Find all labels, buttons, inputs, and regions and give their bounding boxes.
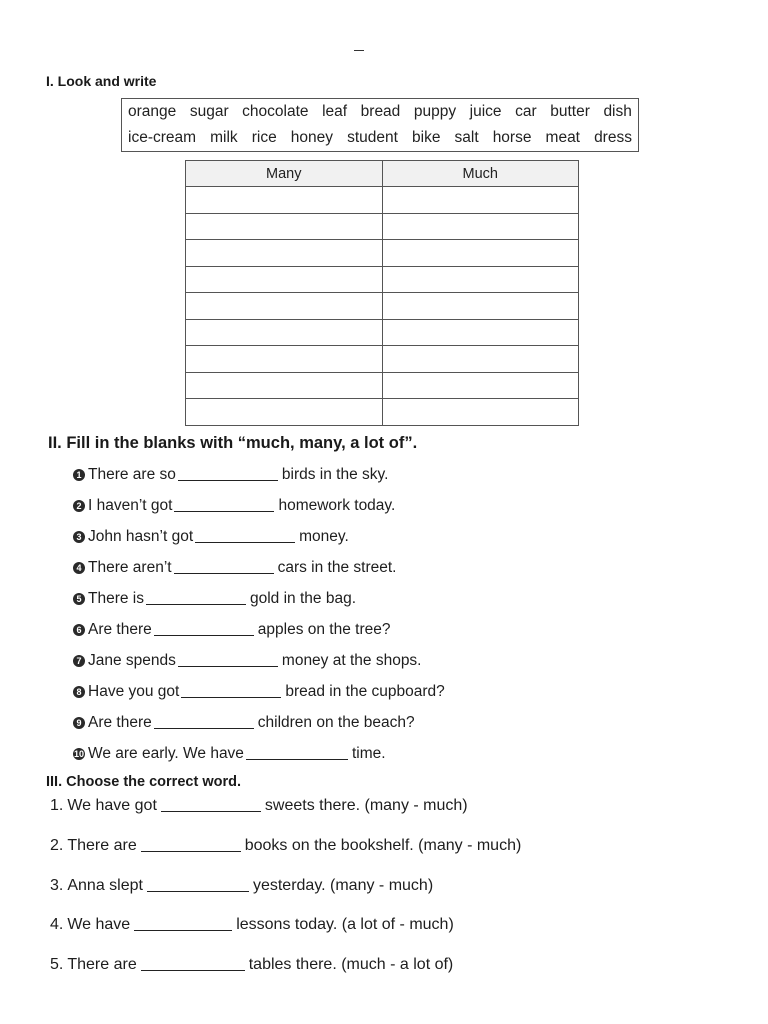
word: leaf: [322, 103, 348, 120]
item-number-badge: 1: [73, 469, 85, 481]
answer-blank[interactable]: [174, 497, 274, 512]
sentence-start: John hasn’t got: [88, 528, 194, 545]
item-number: 1.: [50, 797, 64, 814]
fill-blank-item: [73, 590, 356, 608]
sentence-end: children on the beach?: [257, 714, 415, 731]
fill-blank-item: [73, 528, 349, 546]
section1-title: I. Look and write: [46, 73, 157, 89]
word: chocolate: [242, 103, 309, 120]
many-cell[interactable]: [186, 213, 383, 240]
choose-word-item: [50, 797, 468, 815]
many-cell[interactable]: [186, 266, 383, 293]
word: meat: [545, 129, 580, 146]
many-cell[interactable]: [186, 346, 383, 373]
word: orange: [128, 103, 177, 120]
word: juice: [469, 103, 502, 120]
sentence-end: books on the bookshelf. (many - much): [244, 837, 522, 854]
sentence-start: We have got: [67, 797, 157, 814]
answer-blank[interactable]: [141, 956, 245, 971]
many-cell[interactable]: [186, 293, 383, 320]
fill-blank-item: [73, 652, 422, 670]
header-dash: [354, 50, 364, 51]
choose-word-item: [50, 956, 453, 974]
table-row: [186, 213, 579, 240]
many-cell[interactable]: [186, 240, 383, 267]
choose-word-item: [50, 916, 454, 934]
item-number-badge: 2: [73, 500, 85, 512]
section3-title: III. Choose the correct word.: [46, 774, 241, 790]
many-much-table: [185, 160, 579, 426]
item-number: 5.: [50, 956, 64, 973]
item-number-badge: 6: [73, 624, 85, 636]
many-cell[interactable]: [186, 319, 383, 346]
word: butter: [550, 103, 590, 120]
much-cell[interactable]: [382, 346, 579, 373]
table-row: [186, 240, 579, 267]
answer-blank[interactable]: [161, 797, 261, 812]
item-number-badge: 5: [73, 593, 85, 605]
sentence-start: There are: [67, 837, 137, 854]
many-cell[interactable]: [186, 399, 383, 426]
word: dish: [603, 103, 632, 120]
table-body: [186, 187, 579, 426]
much-cell[interactable]: [382, 240, 579, 267]
word: salt: [454, 129, 479, 146]
word: student: [347, 129, 398, 146]
sentence-start: I haven’t got: [88, 497, 173, 514]
column-header-many: Many: [186, 161, 383, 187]
item-number-badge: 10: [73, 749, 84, 759]
fill-blank-item: [73, 497, 395, 515]
answer-blank[interactable]: [195, 528, 295, 543]
much-cell[interactable]: [382, 319, 579, 346]
item-number-badge: 3: [73, 531, 85, 543]
word: milk: [210, 129, 238, 146]
answer-blank[interactable]: [134, 916, 232, 931]
sentence-start: Have you got: [88, 683, 180, 700]
word: honey: [290, 129, 334, 146]
table-header-row: [186, 161, 579, 187]
many-cell[interactable]: [186, 372, 383, 399]
word: horse: [492, 129, 532, 146]
fill-blank-item: [73, 559, 396, 577]
word-bank-row-1: [122, 99, 638, 125]
item-number: 3.: [50, 877, 64, 894]
answer-blank[interactable]: [141, 837, 241, 852]
answer-blank[interactable]: [178, 652, 278, 667]
sentence-start: Anna slept: [67, 877, 143, 894]
sentence-end: time.: [351, 745, 386, 762]
answer-blank[interactable]: [154, 621, 254, 636]
table-row: [186, 372, 579, 399]
sentence-end: gold in the bag.: [250, 590, 357, 607]
sentence-end: lessons today. (a lot of - much): [236, 916, 454, 933]
fill-blank-item: [73, 466, 388, 484]
sentence-start: We are early. We have: [88, 745, 244, 762]
fill-blank-item: [73, 621, 390, 639]
fill-blank-item: [73, 745, 386, 763]
sentence-start: There are so: [88, 466, 176, 483]
much-cell[interactable]: [382, 293, 579, 320]
word-bank-row-2: [122, 125, 638, 151]
choose-word-item: [50, 877, 433, 895]
word: dress: [594, 129, 632, 146]
answer-blank[interactable]: [181, 683, 281, 698]
much-cell[interactable]: [382, 399, 579, 426]
section2-title: II. Fill in the blanks with “much, many, a lot of”.: [48, 434, 418, 452]
item-number-badge: 9: [73, 717, 85, 729]
much-cell[interactable]: [382, 213, 579, 240]
item-number-badge: 8: [73, 686, 85, 698]
sentence-end: homework today.: [278, 497, 396, 514]
table-row: [186, 399, 579, 426]
sentence-start: There aren’t: [88, 559, 172, 576]
item-number: 4.: [50, 916, 64, 933]
much-cell[interactable]: [382, 266, 579, 293]
table-row: [186, 266, 579, 293]
sentence-end: tables there. (much - a lot of): [248, 956, 454, 973]
word: ice-cream: [128, 129, 197, 146]
sentence-start: Are there: [88, 621, 152, 638]
table-row: [186, 346, 579, 373]
fill-blank-item: [73, 714, 415, 732]
answer-blank[interactable]: [174, 559, 274, 574]
answer-blank[interactable]: [246, 745, 348, 760]
word: sugar: [189, 103, 229, 120]
sentence-start: There are: [67, 956, 137, 973]
word: puppy: [413, 103, 457, 120]
table-row: [186, 187, 579, 214]
table-row: [186, 293, 579, 320]
sentence-end: sweets there. (many - much): [264, 797, 468, 814]
sentence-start: We have: [67, 916, 131, 933]
sentence-start: Jane spends: [88, 652, 176, 669]
word-bank: [121, 98, 639, 152]
sentence-end: yesterday. (many - much): [252, 877, 434, 894]
sentence-end: apples on the tree?: [257, 621, 391, 638]
choose-word-item: [50, 837, 521, 855]
sentence-end: birds in the sky.: [281, 466, 389, 483]
sentence-start: Are there: [88, 714, 152, 731]
many-cell[interactable]: [186, 187, 383, 214]
item-number: 2.: [50, 837, 64, 854]
word: bike: [412, 129, 441, 146]
answer-blank[interactable]: [154, 714, 254, 729]
answer-blank[interactable]: [178, 466, 278, 481]
sentence-start: There is: [88, 590, 144, 607]
sentence-end: bread in the cupboard?: [285, 683, 445, 700]
column-header-much: Much: [382, 161, 579, 187]
table-row: [186, 319, 579, 346]
much-cell[interactable]: [382, 372, 579, 399]
word: rice: [251, 129, 277, 146]
sentence-end: money.: [299, 528, 349, 545]
item-number-badge: 7: [73, 655, 85, 667]
sentence-end: cars in the street.: [277, 559, 397, 576]
much-cell[interactable]: [382, 187, 579, 214]
word: bread: [360, 103, 401, 120]
fill-blank-item: [73, 683, 445, 701]
word: car: [515, 103, 537, 120]
item-number-badge: 4: [73, 562, 85, 574]
sentence-end: money at the shops.: [281, 652, 422, 669]
answer-blank[interactable]: [147, 877, 249, 892]
answer-blank[interactable]: [146, 590, 246, 605]
